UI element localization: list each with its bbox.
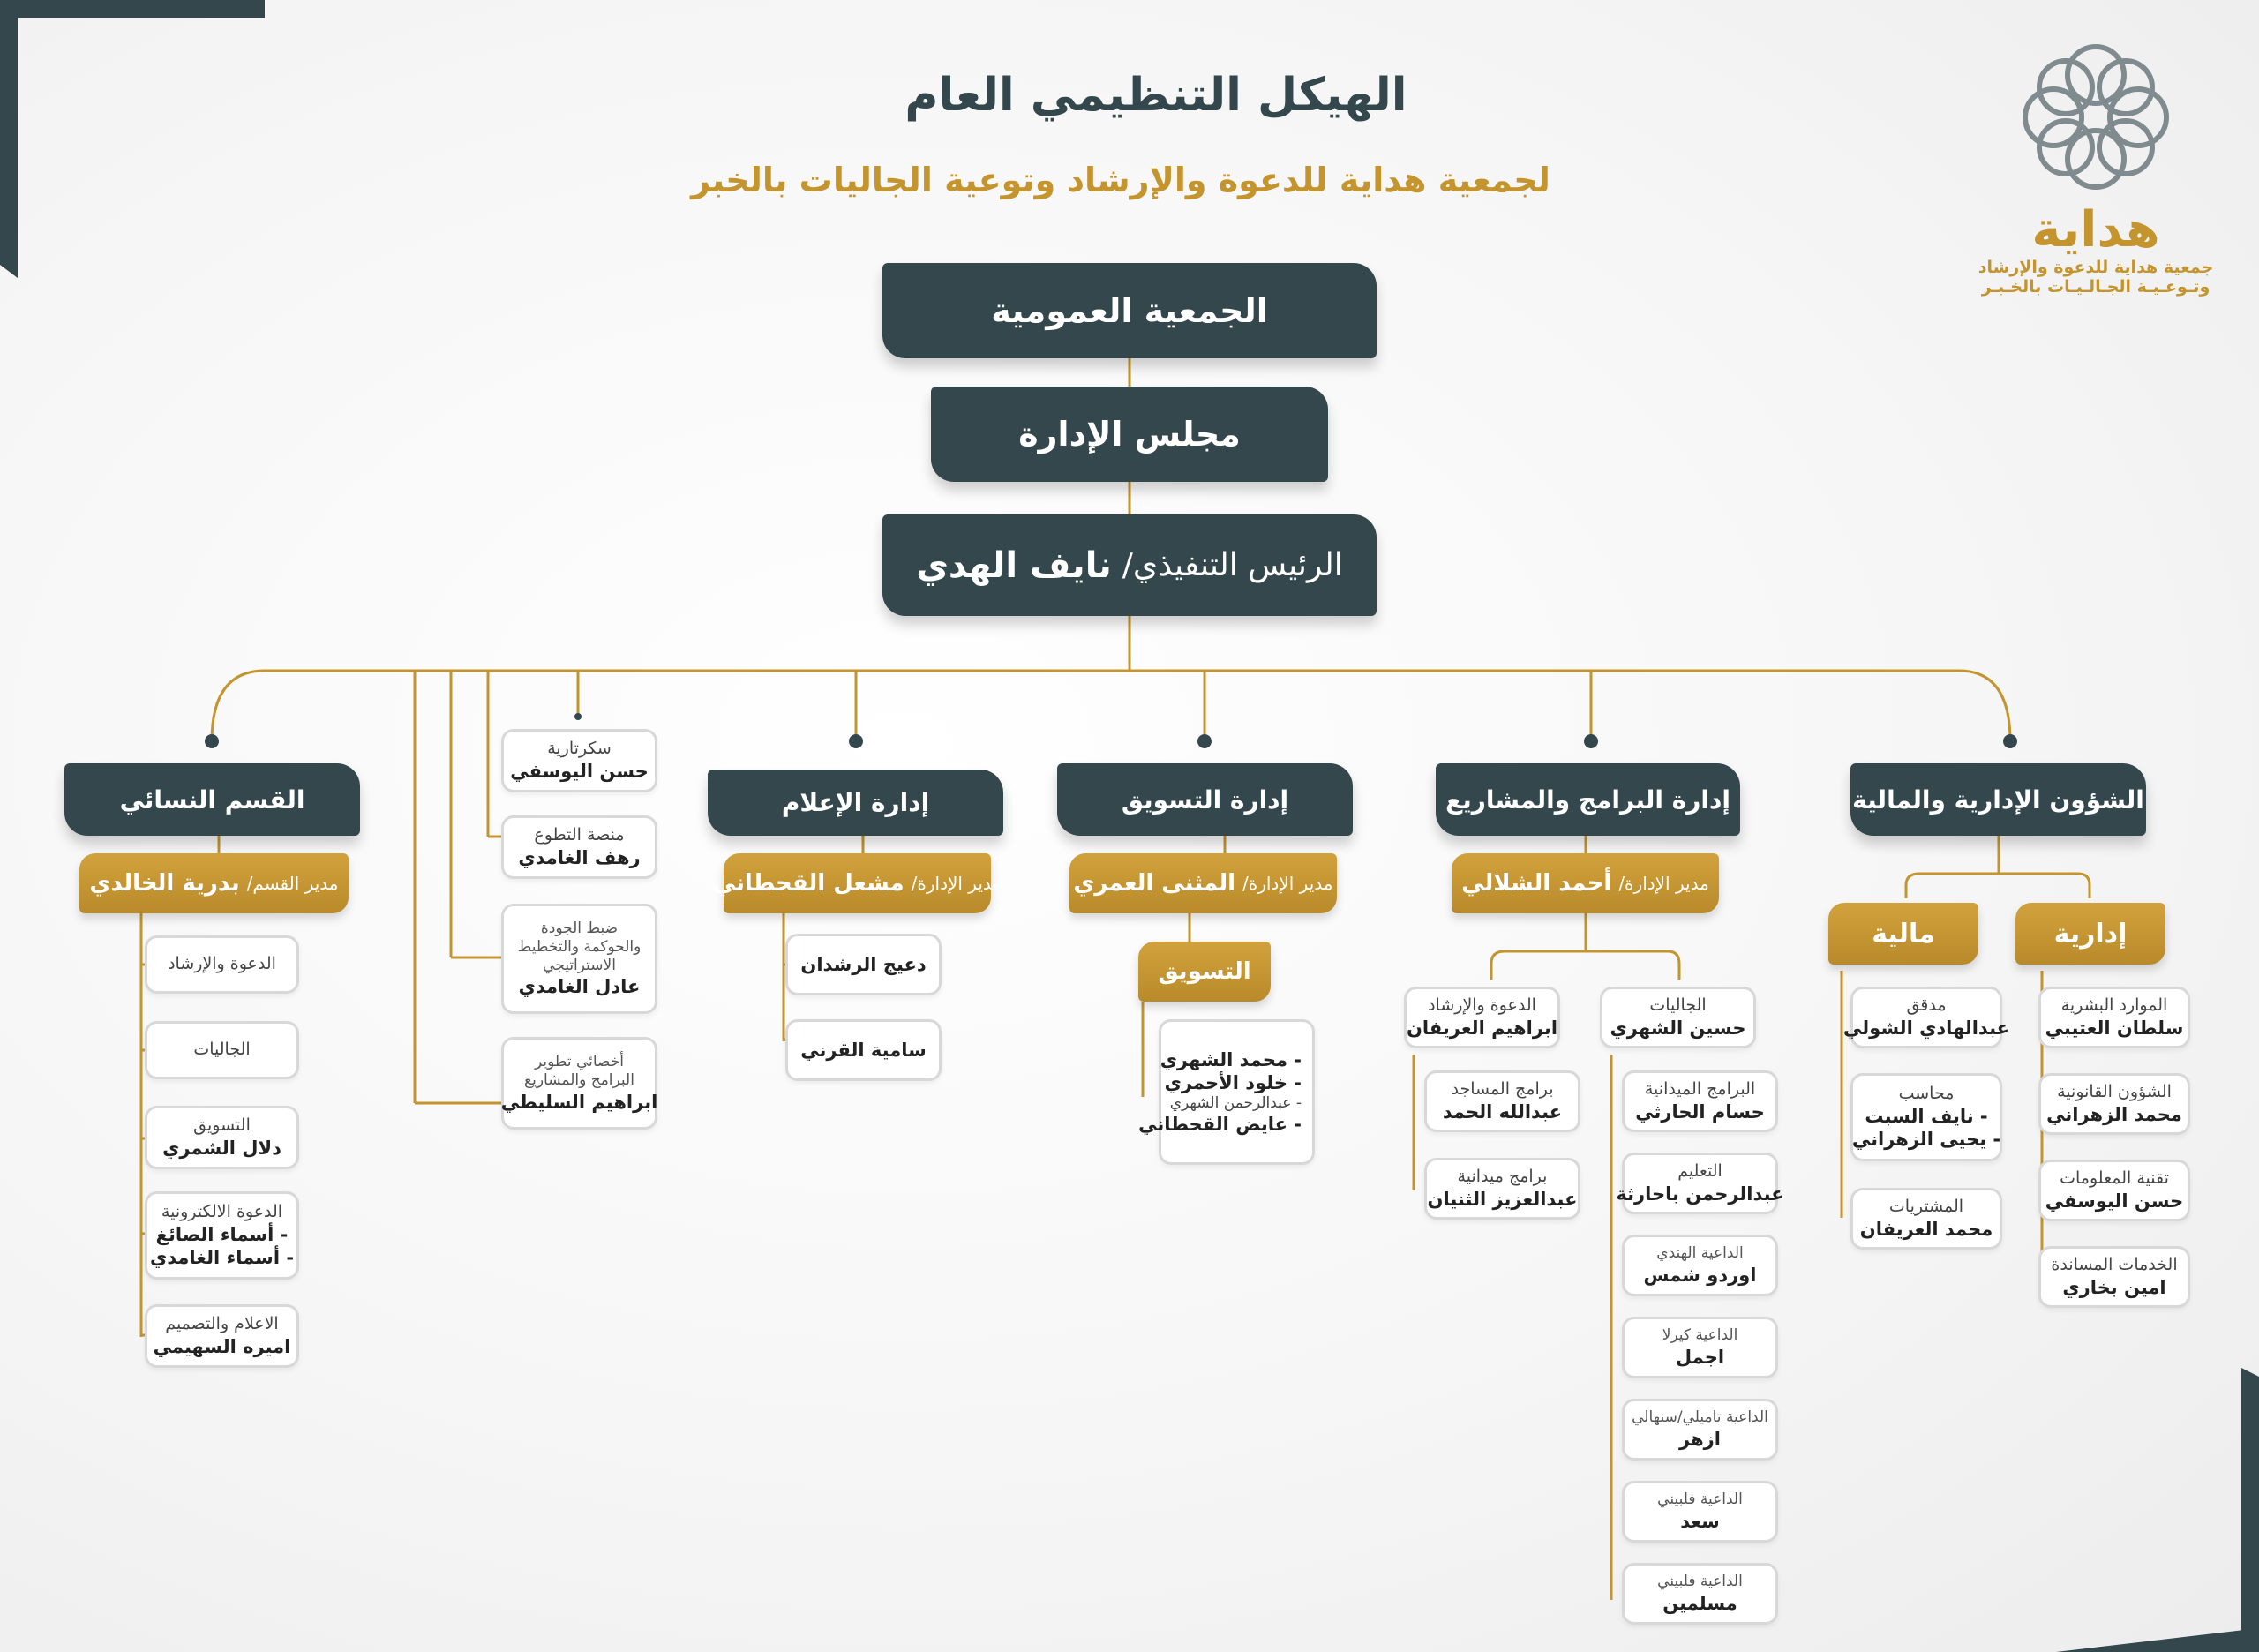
communities-item-card: الداعية كيرلا اجمل xyxy=(1622,1317,1778,1378)
ceo-label: الرئيس التنفيذي/ xyxy=(1122,547,1343,583)
page-title: الهيكل التنظيمي العام xyxy=(904,69,1407,122)
general-assembly-label: الجمعية العمومية xyxy=(991,291,1268,330)
staff-developer-card: أخصائي تطوير البرامج والمشاريع ابراهيم السليطي xyxy=(501,1037,657,1130)
media-member-card: سامية القرني xyxy=(785,1019,942,1081)
connector-dot xyxy=(849,734,863,748)
board-box xyxy=(931,387,1328,482)
staff-secretary-card: سكرتارية حسن اليوسفي xyxy=(501,729,657,792)
finance-purchasing-card: المشتريات محمد العريفان xyxy=(1850,1188,2002,1250)
communities-head-card: الجاليات حسين الشهري xyxy=(1600,987,1756,1048)
logo-line-2: وتـوعـيـة الجـالـيـات بالخـبـر xyxy=(1981,276,2210,297)
dawah-item-card: برامج المساجد عبدالله الحمد xyxy=(1424,1070,1580,1132)
dawah-item-card: برامج ميدانية عبدالعزيز الثنيان xyxy=(1424,1158,1580,1220)
media-member-card: دعيج الرشدان xyxy=(785,934,942,995)
page-subtitle: لجمعية هداية للدعوة والإرشاد وتوعية الجاليات بالخبر xyxy=(691,161,1550,199)
finance-sub-box: مالية xyxy=(1828,903,1978,965)
staff-quality-card: ضبط الجودة والحوكمة والتخطيط الاستراتيجي عادل الغامدي xyxy=(501,904,657,1014)
general-assembly-box xyxy=(882,263,1377,358)
dept-media: إدارة الإعلام xyxy=(708,770,1003,836)
admin-legal-card: الشؤون القانونية محمد الزهراني xyxy=(2038,1073,2190,1135)
connector-dot xyxy=(1584,734,1598,748)
communities-item-card: الداعية فلبيني مسلمين xyxy=(1622,1563,1778,1625)
women-manager: مدير القسم/ بدرية الخالدي xyxy=(79,853,349,913)
ceo-box xyxy=(882,514,1377,616)
dept-admin-finance: الشؤون الإدارية والمالية xyxy=(1850,763,2146,836)
communities-item-card: البرامج الميدانية حسام الحارثي xyxy=(1622,1070,1778,1132)
dawah-head-card: الدعوة والإرشاد ابراهيم العريفان xyxy=(1404,987,1560,1048)
logo xyxy=(1968,40,2224,322)
finance-accountant-card: محاسب - نايف السبت - يحيى الزهراني xyxy=(1850,1073,2002,1161)
dept-women: القسم النسائي xyxy=(64,763,360,836)
women-item-card: الدعوة الالكترونية - أسماء الصائغ - أسماء الغامدي xyxy=(145,1191,299,1280)
logo-emblem-icon xyxy=(2016,40,2175,194)
board-label: مجلس الإدارة xyxy=(1018,415,1241,454)
staff-volunteer-card: منصة التطوع رهف الغامدي xyxy=(501,815,657,879)
connector-dot xyxy=(205,734,219,748)
women-item-card: التسويق دلال الشمري xyxy=(145,1106,299,1169)
marketing-members-card: - محمد الشهري - خلود الأحمري - عبدالرحمن الشهري - عايض القحطاني xyxy=(1159,1019,1315,1165)
marketing-section: التسويق xyxy=(1138,942,1271,1002)
women-item-card: الاعلام والتصميم اميره السهيمي xyxy=(145,1304,299,1368)
logo-wordmark: هداية xyxy=(2031,201,2160,259)
communities-item-card: الداعية الهندي اوردو شمس xyxy=(1622,1235,1778,1296)
ceo-name: نايف الهدي xyxy=(916,544,1112,586)
admin-hr-card: الموارد البشرية سلطان العتيبي xyxy=(2038,987,2190,1048)
logo-line-1: جمعية هداية للدعوة والإرشاد xyxy=(1978,257,2214,277)
marketing-manager: مدير الإدارة/ المثنى العمري xyxy=(1069,853,1337,913)
connector-dot xyxy=(2003,734,2017,748)
admin-it-card: تقنية المعلومات حسن اليوسفي xyxy=(2038,1160,2190,1221)
media-manager: مدير الإدارة/ مشعل القحطاني xyxy=(724,853,991,913)
communities-item-card: التعليم عبدالرحمن باحارثة xyxy=(1622,1153,1778,1214)
communities-item-card: الداعية فلبيني سعد xyxy=(1622,1481,1778,1543)
communities-item-card: الداعية تاميلي/سنهالي ازهر xyxy=(1622,1399,1778,1461)
programs-manager: مدير الإدارة/ أحمد الشلالي xyxy=(1452,853,1719,913)
finance-auditor-card: مدقق عبدالهادي الشولي xyxy=(1850,987,2002,1048)
women-item-card: الدعوة والإرشاد xyxy=(145,935,299,994)
dept-programs: إدارة البرامج والمشاريع xyxy=(1436,763,1740,836)
connector-dot xyxy=(574,713,582,720)
women-item-card: الجاليات xyxy=(145,1021,299,1079)
connector-dot xyxy=(1197,734,1212,748)
admin-support-card: الخدمات المساندة امين بخاري xyxy=(2038,1246,2190,1308)
dept-marketing: إدارة التسويق xyxy=(1057,763,1353,836)
admin-sub-box: إدارية xyxy=(2015,903,2165,965)
